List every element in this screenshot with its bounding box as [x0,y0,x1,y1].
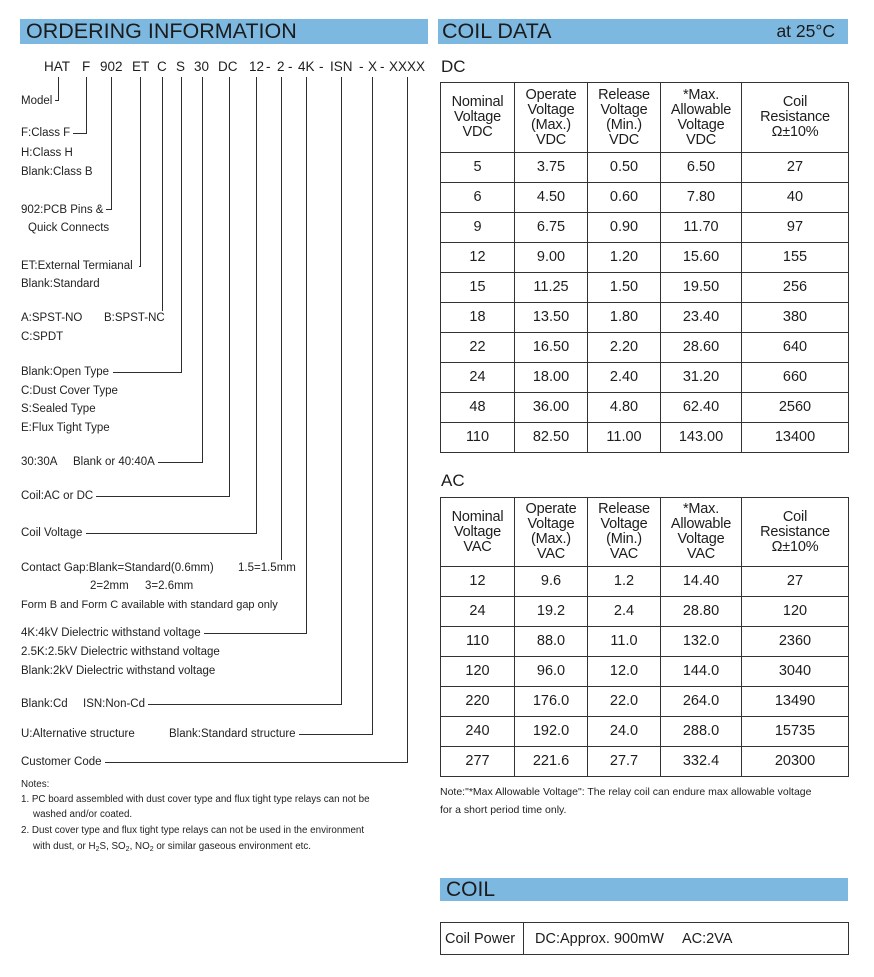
nominal-voltage-cell: 12 [441,567,515,597]
header-line: Allowable [670,101,732,118]
contact-form-option: A:SPST-NO [21,312,83,324]
max-allowable-voltage-cell: 31.20 [661,363,742,393]
contact-gap-option: 2=2mm [90,580,129,592]
termination-option: Blank:Standard [21,278,100,290]
max-allowable-voltage-cell: 62.40 [661,393,742,423]
note-text: with dust, or H [33,841,96,852]
table-row [441,183,849,213]
nominal-voltage-cell: 24 [441,363,515,393]
table-row [441,273,849,303]
release-voltage-cell: 0.90 [588,213,661,243]
nominal-voltage-cell: 110 [441,423,515,453]
coil-resistance-header [742,83,849,153]
header-line: Voltage [600,516,648,532]
contact-gap-remark: Form B and Form C available with standard gap only [21,599,278,611]
coil-resistance-cell: 256 [742,273,849,303]
class-option: F:Class F [21,127,71,139]
nominal-voltage-cell: 110 [441,627,515,657]
subscript: 2 [125,846,130,853]
rating-option: Blank or 40:40A [73,456,155,468]
nominal-voltage-header [441,498,515,567]
coil-power-ac: AC:2VA [681,930,733,947]
coil-voltage-label: Coil Voltage [21,527,83,539]
code-coil-voltage: 12 [249,59,265,74]
subscript: 2 [149,846,154,853]
termination-option: ET:External Termianal [21,260,133,272]
max-allowable-voltage-cell: 332.4 [661,747,742,777]
operate-voltage-cell: 19.2 [515,597,588,627]
header-line: (Min.) [606,116,642,133]
nominal-voltage-cell: 277 [441,747,515,777]
max-allowable-voltage-cell: 11.70 [661,213,742,243]
coil-resistance-cell: 40 [742,183,849,213]
coil-type-label: Coil:AC or DC [21,490,94,502]
operate-voltage-cell: 96.0 [515,657,588,687]
class-option: H:Class H [21,147,73,159]
operate-voltage-cell: 16.50 [515,333,588,363]
header-line: Voltage [454,109,501,125]
connector-terminals [106,77,112,210]
max-allowable-voltage-cell: 288.0 [661,717,742,747]
header-line: Coil [782,94,808,110]
release-voltage-cell: 24.0 [588,717,661,747]
connector-coil-type [96,77,230,497]
header-line: Voltage [527,516,575,532]
max-allowable-voltage-header [661,498,742,567]
enclosure-option: S:Sealed Type [21,403,96,415]
coil-resistance-cell: 3040 [742,657,849,687]
cadmium-option: Blank:Cd [21,698,68,710]
contact-gap-option: Contact Gap:Blank=Standard(0.6mm) [21,562,214,574]
enclosure-option: Blank:Open Type [21,366,110,378]
max-allowable-voltage-cell: 14.40 [661,567,742,597]
operate-voltage-cell: 9.6 [515,567,588,597]
operate-voltage-cell: 18.00 [515,363,588,393]
note-1: 1. PC board assembled with dust cover type and flux tight type relays can not be [21,794,370,805]
max-allowable-voltage-cell: 6.50 [661,153,742,183]
release-voltage-cell: 2.4 [588,597,661,627]
connector-structure [299,77,373,735]
coil-title: COIL [446,878,496,901]
note-text: , NO [129,841,150,852]
table-row [441,393,849,423]
note-text: S, SO [99,841,126,852]
release-voltage-cell: 1.80 [588,303,661,333]
contact-form-option: C:SPDT [21,331,64,343]
release-voltage-cell: 11.0 [588,627,661,657]
max-allowable-voltage-cell: 23.40 [661,303,742,333]
nominal-voltage-cell: 22 [441,333,515,363]
header-line: *Max. [682,501,720,517]
release-voltage-cell: 0.50 [588,153,661,183]
operate-voltage-cell: 88.0 [515,627,588,657]
table-row [441,333,849,363]
coil-resistance-cell: 15735 [742,717,849,747]
connector-termination [139,77,141,267]
operate-voltage-cell: 11.25 [515,273,588,303]
header-line: Voltage [454,523,501,540]
max-allowable-voltage-cell: 144.0 [661,657,742,687]
ac-section-label: AC [441,471,465,490]
header-line: Operate [525,501,577,517]
operate-voltage-cell: 176.0 [515,687,588,717]
release-voltage-cell: 2.40 [588,363,661,393]
code-dash: - [319,59,324,74]
table-row [441,923,849,955]
release-voltage-cell: 1.50 [588,273,661,303]
nominal-voltage-cell: 9 [441,213,515,243]
code-rating: 30 [194,59,210,74]
header-line: VDC [462,124,493,140]
coil-data-header [438,19,848,44]
header-line: Operate [525,86,577,103]
header-line: Nominal [451,94,504,110]
max-allowable-voltage-cell: 132.0 [661,627,742,657]
code-enclosure: S [176,59,186,74]
max-allowable-voltage-cell: 28.80 [661,597,742,627]
note-2: 2. Dust cover type and flux tight type relays can not be used in the environment [21,825,365,836]
coil-power-label: Coil Power [441,923,524,955]
coil-resistance-cell: 155 [742,243,849,273]
rating-option: 30:30A [21,456,58,468]
coil-data-title: COIL DATA [442,19,552,43]
header-line: VDC [685,131,716,148]
coil-resistance-cell: 27 [742,567,849,597]
header-line: Release [598,86,650,103]
code-dash: - [266,59,271,74]
coil-power-table [440,922,849,955]
code-structure: X [368,59,378,74]
coil-power-dc: DC:Approx. 900mW [535,930,664,947]
dielectric-option: Blank:2kV Dielectric withstand voltage [21,665,216,677]
coil-resistance-header [742,498,849,567]
table-row [441,363,849,393]
class-option: Blank:Class B [21,166,93,178]
header-line: Resistance [760,109,830,125]
nominal-voltage-cell: 220 [441,687,515,717]
terminals-option: 902:PCB Pins & [21,204,104,216]
operate-voltage-cell: 4.50 [515,183,588,213]
max-allowable-voltage-cell: 15.60 [661,243,742,273]
operate-voltage-cell: 3.75 [515,153,588,183]
terminals-option: Quick Connects [28,222,110,234]
contact-gap-option: 3=2.6mm [145,580,194,592]
ordering-information-title: ORDERING INFORMATION [26,19,297,43]
header-line: Nominal [451,508,504,525]
connector-enclosure [113,77,182,373]
model-label: Model [21,95,53,107]
code-customer: XXXX [389,59,426,74]
note-2-continued [33,841,311,853]
max-allowable-voltage-cell: 28.60 [661,333,742,363]
contact-form-option: B:SPST-NC [104,312,165,324]
code-series: HAT [44,59,70,74]
coil-resistance-cell: 640 [742,333,849,363]
nominal-voltage-cell: 24 [441,597,515,627]
table-row [441,423,849,453]
table-row [441,567,849,597]
code-cadmium: ISN [330,59,353,74]
ordering-information-header [20,19,428,44]
header-row [441,83,849,153]
nominal-voltage-cell: 48 [441,393,515,423]
header-line: VAC [536,546,566,562]
max-allowable-voltage-cell: 19.50 [661,273,742,303]
release-voltage-cell: 2.20 [588,333,661,363]
dc-section-label: DC [441,57,466,76]
enclosure-option: E:Flux Tight Type [21,422,110,434]
max-allowable-voltage-header [661,83,742,153]
release-voltage-header [588,498,661,567]
code-contact-gap: 2 [277,59,285,74]
header-line: Release [598,501,650,517]
connector-customer [105,77,408,763]
coil-resistance-cell: 2360 [742,627,849,657]
dielectric-option: 4K:4kV Dielectric withstand voltage [21,627,201,639]
structure-option: Blank:Standard structure [169,728,296,740]
code-class: F [82,59,91,74]
header-line: Ω±10% [771,124,819,140]
contact-gap-option: 1.5=1.5mm [238,562,296,574]
operate-voltage-header [515,83,588,153]
code-dash: - [380,59,385,74]
nominal-voltage-cell: 12 [441,243,515,273]
note-1-continued: washed and/or coated. [33,809,133,820]
nominal-voltage-cell: 18 [441,303,515,333]
release-voltage-cell: 1.2 [588,567,661,597]
max-allowable-voltage-cell: 143.00 [661,423,742,453]
code-dielectric: 4K [298,59,315,74]
coil-resistance-cell: 660 [742,363,849,393]
nominal-voltage-header [441,83,515,153]
coil-resistance-cell: 120 [742,597,849,627]
release-voltage-cell: 11.00 [588,423,661,453]
header-line: VAC [609,546,639,562]
header-line: Voltage [677,116,725,133]
table-row [441,657,849,687]
nominal-voltage-cell: 5 [441,153,515,183]
release-voltage-cell: 27.7 [588,747,661,777]
release-voltage-cell: 12.0 [588,657,661,687]
coil-power-value [524,923,849,955]
coil-resistance-cell: 13490 [742,687,849,717]
table-row [441,597,849,627]
nominal-voltage-cell: 240 [441,717,515,747]
operate-voltage-cell: 221.6 [515,747,588,777]
enclosure-option: C:Dust Cover Type [21,385,118,397]
table-row [441,303,849,333]
header-line: Coil [782,508,808,525]
coil-resistance-cell: 13400 [742,423,849,453]
customer-code-label: Customer Code [21,756,102,768]
header-line: VDC [608,131,639,148]
code-termination: ET [132,59,150,74]
header-line: (Max.) [531,531,571,547]
header-line: (Max.) [531,116,571,133]
release-voltage-cell: 4.80 [588,393,661,423]
code-terminals: 902 [100,59,123,74]
connector-model [55,77,59,101]
header-line: Resistance [760,523,830,540]
table-row [441,687,849,717]
operate-voltage-cell: 13.50 [515,303,588,333]
table-row [441,243,849,273]
table-row [441,153,849,183]
header-line: VDC [535,131,566,148]
operate-voltage-cell: 6.75 [515,213,588,243]
subscript: 2 [95,846,100,853]
coil-resistance-cell: 380 [742,303,849,333]
code-dash: - [359,59,364,74]
cadmium-option: ISN:Non-Cd [83,698,145,710]
header-line: VAC [686,546,716,562]
release-voltage-cell: 0.60 [588,183,661,213]
header-line: Allowable [670,516,732,532]
code-contact-form: C [157,59,167,74]
header-line: (Min.) [606,531,642,547]
header-line: Ω±10% [771,538,819,555]
operate-voltage-cell: 82.50 [515,423,588,453]
connector-class [73,77,87,134]
max-allowable-voltage-cell: 264.0 [661,687,742,717]
ac-coil-table [440,497,849,777]
dc-coil-table [440,82,849,453]
release-voltage-header [588,83,661,153]
coil-resistance-cell: 27 [742,153,849,183]
code-dash: - [288,59,293,74]
coil-header [440,878,848,901]
table-row [441,627,849,657]
notes-heading: Notes: [21,779,50,790]
release-voltage-cell: 1.20 [588,243,661,273]
coil-resistance-cell: 97 [742,213,849,243]
nominal-voltage-cell: 6 [441,183,515,213]
temperature-label: at 25°C [776,21,835,41]
nominal-voltage-cell: 120 [441,657,515,687]
operate-voltage-header [515,498,588,567]
header-line: Voltage [527,101,575,118]
note-text: or similar gaseous environment etc. [153,841,311,852]
nominal-voltage-cell: 15 [441,273,515,303]
operate-voltage-cell: 192.0 [515,717,588,747]
header-line: Voltage [600,101,648,118]
connector-dielectric [204,77,307,634]
table-row [441,717,849,747]
coil-resistance-cell: 20300 [742,747,849,777]
max-allowable-voltage-cell: 7.80 [661,183,742,213]
release-voltage-cell: 22.0 [588,687,661,717]
header-line: *Max. [682,86,720,103]
dielectric-option: 2.5K:2.5kV Dielectric withstand voltage [21,646,220,658]
table-row [441,747,849,777]
max-voltage-note: Note:"*Max Allowable Voltage": The relay coil can endure max allowable voltage [440,786,812,798]
header-line: Voltage [677,531,725,547]
structure-option: U:Alternative structure [21,728,135,740]
code-coil-type: DC [218,59,238,74]
header-row [441,498,849,567]
operate-voltage-cell: 9.00 [515,243,588,273]
header-line: VAC [463,538,492,555]
coil-resistance-cell: 2560 [742,393,849,423]
table-row [441,213,849,243]
operate-voltage-cell: 36.00 [515,393,588,423]
max-voltage-note-continued: for a short period time only. [440,804,567,816]
connector-rating [158,77,203,463]
